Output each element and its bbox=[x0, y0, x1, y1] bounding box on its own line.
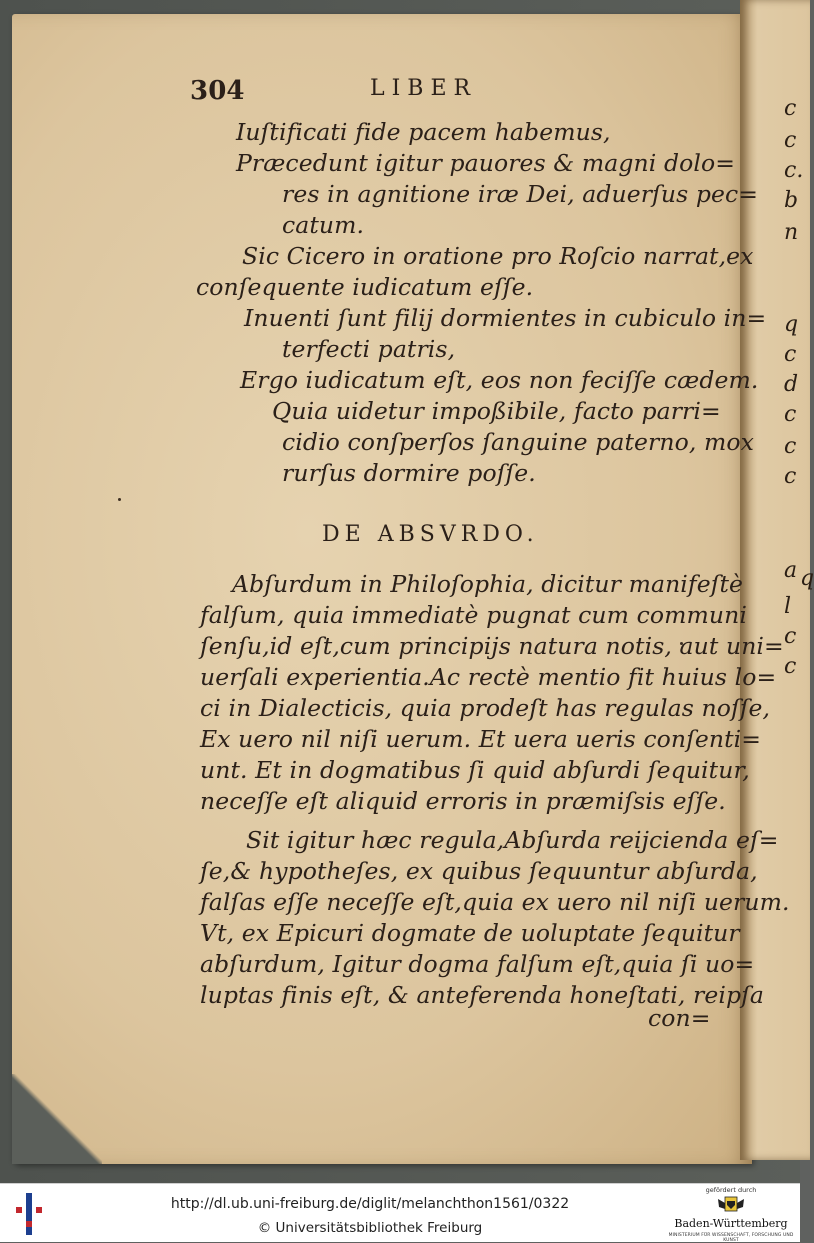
text-line: Inuenti ſunt filij dormientes in cubiculo in= bbox=[244, 304, 767, 332]
next-page-fragment: c bbox=[784, 342, 797, 367]
text-line: falſum, quia immediatè pugnat cum communi bbox=[200, 601, 747, 629]
viewer-footer bbox=[0, 1183, 800, 1242]
sponsor-label: gefördert durch bbox=[705, 1186, 757, 1194]
next-page-fragment: d bbox=[784, 372, 799, 397]
sponsor-ministry: MINISTERIUM FÜR WISSENSCHAFT, FORSCHUNG UND KUNST bbox=[668, 1233, 794, 1243]
text-line: uerſali experientia.Ac rectè mentio fit huius lo= bbox=[200, 663, 777, 691]
permalink-url[interactable]: http://dl.ub.uni-freiburg.de/diglit/melanchthon1561/0322 bbox=[170, 1196, 570, 1212]
text-line: terfecti patris, bbox=[282, 335, 456, 363]
text-line: unt. Et in dogmatibus ſi quid abſurdi ſequitur, bbox=[200, 756, 750, 784]
baden-wuerttemberg-crest-icon bbox=[716, 1195, 746, 1213]
next-page-fragment: c. bbox=[784, 158, 804, 183]
text-line: abſurdum, Igitur dogma falſum eſt,quia ſi uo= bbox=[200, 950, 755, 978]
next-page-fragment: l bbox=[784, 594, 792, 619]
text-line: Quia uidetur impoßibile, facto parri= bbox=[272, 397, 721, 425]
text-line: Ex uero nil niſi uerum. Et uera ueris conſenti= bbox=[200, 725, 762, 753]
next-page-fragment: c bbox=[784, 434, 797, 459]
sponsor-name: Baden-Württemberg bbox=[674, 1217, 788, 1230]
text-line: cidio conſperſos ſanguine paterno, mox bbox=[282, 428, 754, 456]
running-head: LIBER bbox=[370, 76, 478, 101]
section-heading: DE ABSVRDO. bbox=[322, 522, 539, 547]
next-page-fragment: c bbox=[784, 128, 797, 153]
next-page-fragment: c bbox=[784, 654, 797, 679]
next-page-fragment: c bbox=[784, 624, 797, 649]
text-line: neceſſe eſt aliquid erroris in præmiſsis eſſe. bbox=[200, 787, 726, 815]
next-page-fragment: c bbox=[784, 402, 797, 427]
ink-speck bbox=[118, 498, 121, 501]
next-page-fragment: c bbox=[784, 464, 797, 489]
text-line: ſe,& hypotheſes, ex quibus ſequuntur abſurda, bbox=[200, 857, 758, 885]
text-line: res in agnitione iræ Dei, aduerſus pec= bbox=[282, 180, 759, 208]
text-line: falſas eſſe neceſſe eſt,quia ex uero nil niſi uerum. bbox=[200, 888, 790, 916]
page-number: 304 bbox=[190, 76, 245, 106]
next-page-fragment: c bbox=[784, 96, 797, 121]
next-page-fragment: q bbox=[800, 566, 814, 591]
text-line: Ergo iudicatum eſt, eos non feciſſe cædem. bbox=[240, 366, 759, 394]
next-page-fragment: n bbox=[784, 220, 799, 245]
text-line: Vt, ex Epicuri dogmate de uoluptate ſequitur bbox=[200, 919, 740, 947]
text-line: Abſurdum in Philoſophia, dicitur manifeſtè bbox=[232, 570, 744, 598]
text-line: catum. bbox=[282, 211, 365, 239]
copyright-notice: © Universitätsbibliothek Freiburg bbox=[257, 1220, 483, 1236]
sponsor-block bbox=[666, 1184, 796, 1242]
catchword: con= bbox=[648, 1004, 711, 1032]
text-line: Iuſtificati fide pacem habemus, bbox=[236, 118, 611, 146]
next-page-fragment: b bbox=[784, 188, 799, 213]
text-line: rurſus dormire poſſe. bbox=[282, 459, 536, 487]
text-line: Sit igitur hæc regula,Abſurda reijcienda eſ= bbox=[246, 826, 779, 854]
text-line: Sic Cicero in oratione pro Roſcio narrat,ex bbox=[242, 242, 754, 270]
next-page-fragment: q bbox=[784, 312, 799, 337]
text-line: ſenſu,id eſt,cum principijs natura notis, aut uni= bbox=[200, 632, 784, 660]
text-line: Præcedunt igitur pauores & magni dolo= bbox=[236, 149, 735, 177]
text-line: ci in Dialecticis, quia prodeſt has regulas noſſe, bbox=[200, 694, 771, 722]
next-page-fragment: a bbox=[784, 558, 798, 583]
text-line: luptas finis eſt, & anteferenda honeſtati, reipſa bbox=[200, 981, 765, 1009]
text-line: conſequente iudicatum eſſe. bbox=[196, 273, 534, 301]
